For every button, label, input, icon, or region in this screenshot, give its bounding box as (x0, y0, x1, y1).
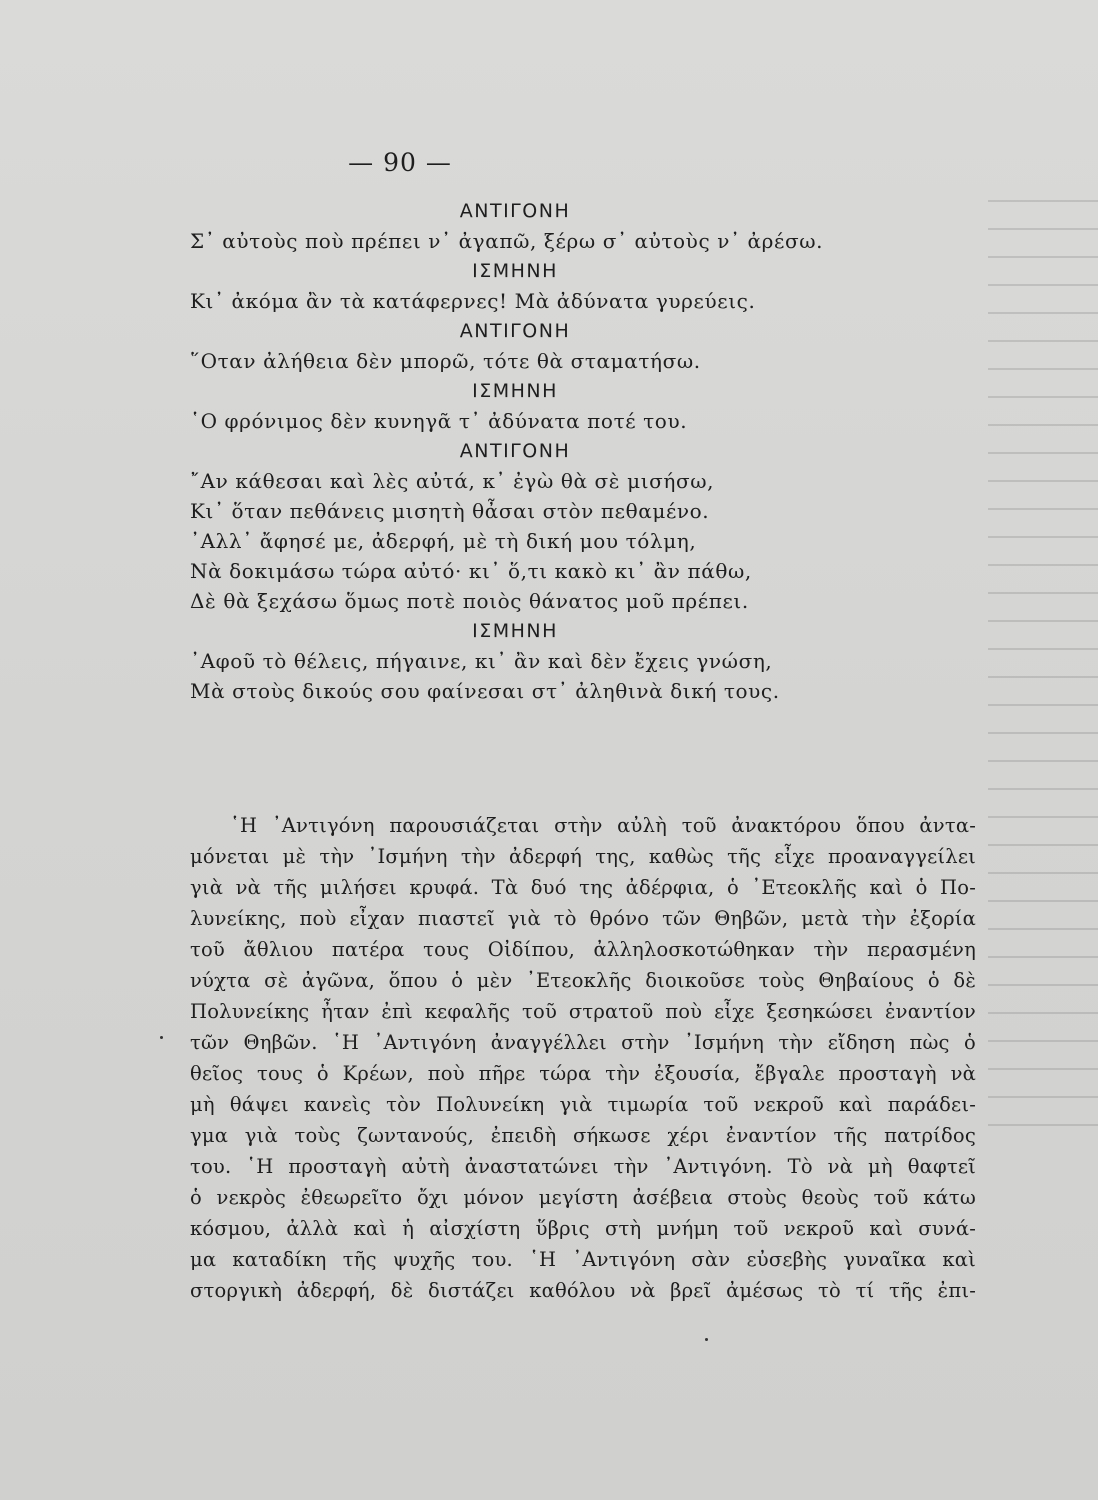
verse-line: Δὲ θὰ ξεχάσω ὅμως ποτὲ ποιὸς θάνατος μοῦ πρέπει. (190, 589, 749, 613)
prose-line: μόνεται μὲ τὴν ᾽Ισμήνη τὴν ἀδερφή της, καθὼς τῆς εἶχε προαναγγείλει (190, 845, 976, 868)
prose-line: ὁ νεκρὸς ἐθεωρεῖτο ὄχι μόνον μεγίστη ἀσέβεια στοὺς θεοὺς τοῦ κάτω (190, 1186, 976, 1209)
speaker-name: ΙΣΜΗΝΗ (472, 260, 558, 282)
prose-line: μα καταδίκη τῆς ψυχῆς του. ῾Η ᾽Αντιγόνη σὰν εὐσεβὴς γυναῖκα καὶ (190, 1248, 976, 1271)
prose-line: τῶν Θηβῶν. ῾Η ᾽Αντιγόνη ἀναγγέλλει στὴν ᾽Ισμήνη τὴν εἴδηση πὼς ὁ (190, 1031, 976, 1054)
speaker-name: ΑΝΤΙΓΟΝΗ (459, 440, 571, 462)
paper-speck (160, 1036, 163, 1039)
speaker-name: ΑΝΤΙΓΟΝΗ (459, 320, 571, 342)
verse-line: ῞Οταν ἀλήθεια δὲν μπορῶ, τότε θὰ σταματήσω. (190, 349, 701, 373)
verse-line: ᾽Αλλ᾽ ἄφησέ με, ἀδερφή, μὲ τὴ δική μου τόλμη, (190, 529, 697, 553)
verse-line: Νὰ δοκιμάσω τώρα αὐτό· κι᾽ ὅ,τι κακὸ κι᾽ ἂν πάθω, (190, 559, 752, 583)
speaker-name: ΑΝΤΙΓΟΝΗ (459, 200, 571, 222)
prose-line: λυνείκης, ποὺ εἶχαν πιαστεῖ γιὰ τὸ θρόνο τῶν Θηβῶν, μετὰ τὴν ἐξορία (190, 907, 976, 930)
prose-line: κόσμου, ἀλλὰ καὶ ἡ αἰσχίστη ὕβρις στὴ μνήμη τοῦ νεκροῦ καὶ συνά- (190, 1217, 976, 1240)
verse-line: Κι᾽ ὅταν πεθάνεις μισητὴ θἆσαι στὸν πεθαμένο. (190, 499, 710, 523)
verse-line: Σ᾽ αὐτοὺς ποὺ πρέπει ν᾽ ἀγαπῶ, ξέρω σ᾽ αὐτοὺς ν᾽ ἀρέσω. (190, 229, 824, 253)
prose-line: μὴ θάψει κανεὶς τὸν Πολυνείκη γιὰ τιμωρία τοῦ νεκροῦ καὶ παράδει- (190, 1093, 976, 1116)
verse-line: Μὰ στοὺς δικούς σου φαίνεσαι στ᾽ ἀληθινὰ δική τους. (190, 679, 780, 703)
prose-line: τοῦ ἄθλιου πατέρα τους Οἰδίπου, ἀλληλοσκοτώθηκαν τὴν περασμένη (190, 938, 976, 961)
verse-line: ῾Ο φρόνιμος δὲν κυνηγᾶ τ᾽ ἀδύνατα ποτέ του. (190, 409, 688, 433)
commentary-paragraph (190, 810, 976, 1306)
prose-line: του. ῾Η προσταγὴ αὐτὴ ἀναστατώνει τὴν ᾽Αντιγόνη. Τὸ νὰ μὴ θαφτεῖ (190, 1155, 976, 1178)
speaker-name: ΙΣΜΗΝΗ (472, 620, 558, 642)
prose-line: νύχτα σὲ ἀγῶνα, ὅπου ὁ μὲν ᾽Ετεοκλῆς διοικοῦσε τοὺς Θηβαίους ὁ δὲ (190, 969, 976, 992)
bleed-through-text (988, 200, 1098, 1200)
prose-line: ῾Η ᾽Αντιγόνη παρουσιάζεται στὴν αὐλὴ τοῦ ἀνακτόρου ὅπου ἀντα- (230, 814, 976, 837)
verse-line: ᾽Αφοῦ τὸ θέλεις, πήγαινε, κι᾽ ἂν καὶ δὲν ἔχεις γνώση, (190, 649, 773, 673)
prose-line: θεῖος τους ὁ Κρέων, ποὺ πῆρε τώρα τὴν ἐξουσία, ἔβγαλε προσταγὴ νὰ (190, 1062, 976, 1085)
prose-line: Πολυνείκης ἦταν ἐπὶ κεφαλῆς τοῦ στρατοῦ ποὺ εἶχε ξεσηκώσει ἐναντίον (190, 1000, 976, 1023)
paper-speck (705, 1338, 708, 1341)
verse-line: ῎Αν κάθεσαι καὶ λὲς αὐτά, κ᾽ ἐγὼ θὰ σὲ μισήσω, (190, 469, 715, 493)
dialogue-block (190, 196, 824, 706)
verse-line: Κι᾽ ἀκόμα ἂν τὰ κατάφερνες! Μὰ ἀδύνατα γυρεύεις. (190, 289, 756, 313)
prose-line: γμα γιὰ τοὺς ζωντανούς, ἐπειδὴ σήκωσε χέρι ἐναντίον τῆς πατρίδος (190, 1124, 976, 1147)
page-number: — 90 — (348, 148, 452, 177)
prose-line: στοργικὴ ἀδερφή, δὲ διστάζει καθόλου νὰ βρεῖ ἀμέσως τὸ τί τῆς ἐπι- (190, 1279, 976, 1302)
prose-line: γιὰ νὰ τῆς μιλήσει κρυφά. Τὰ δυό της ἀδέρφια, ὁ ᾽Ετεοκλῆς καὶ ὁ Πο- (190, 876, 976, 899)
speaker-name: ΙΣΜΗΝΗ (472, 380, 558, 402)
